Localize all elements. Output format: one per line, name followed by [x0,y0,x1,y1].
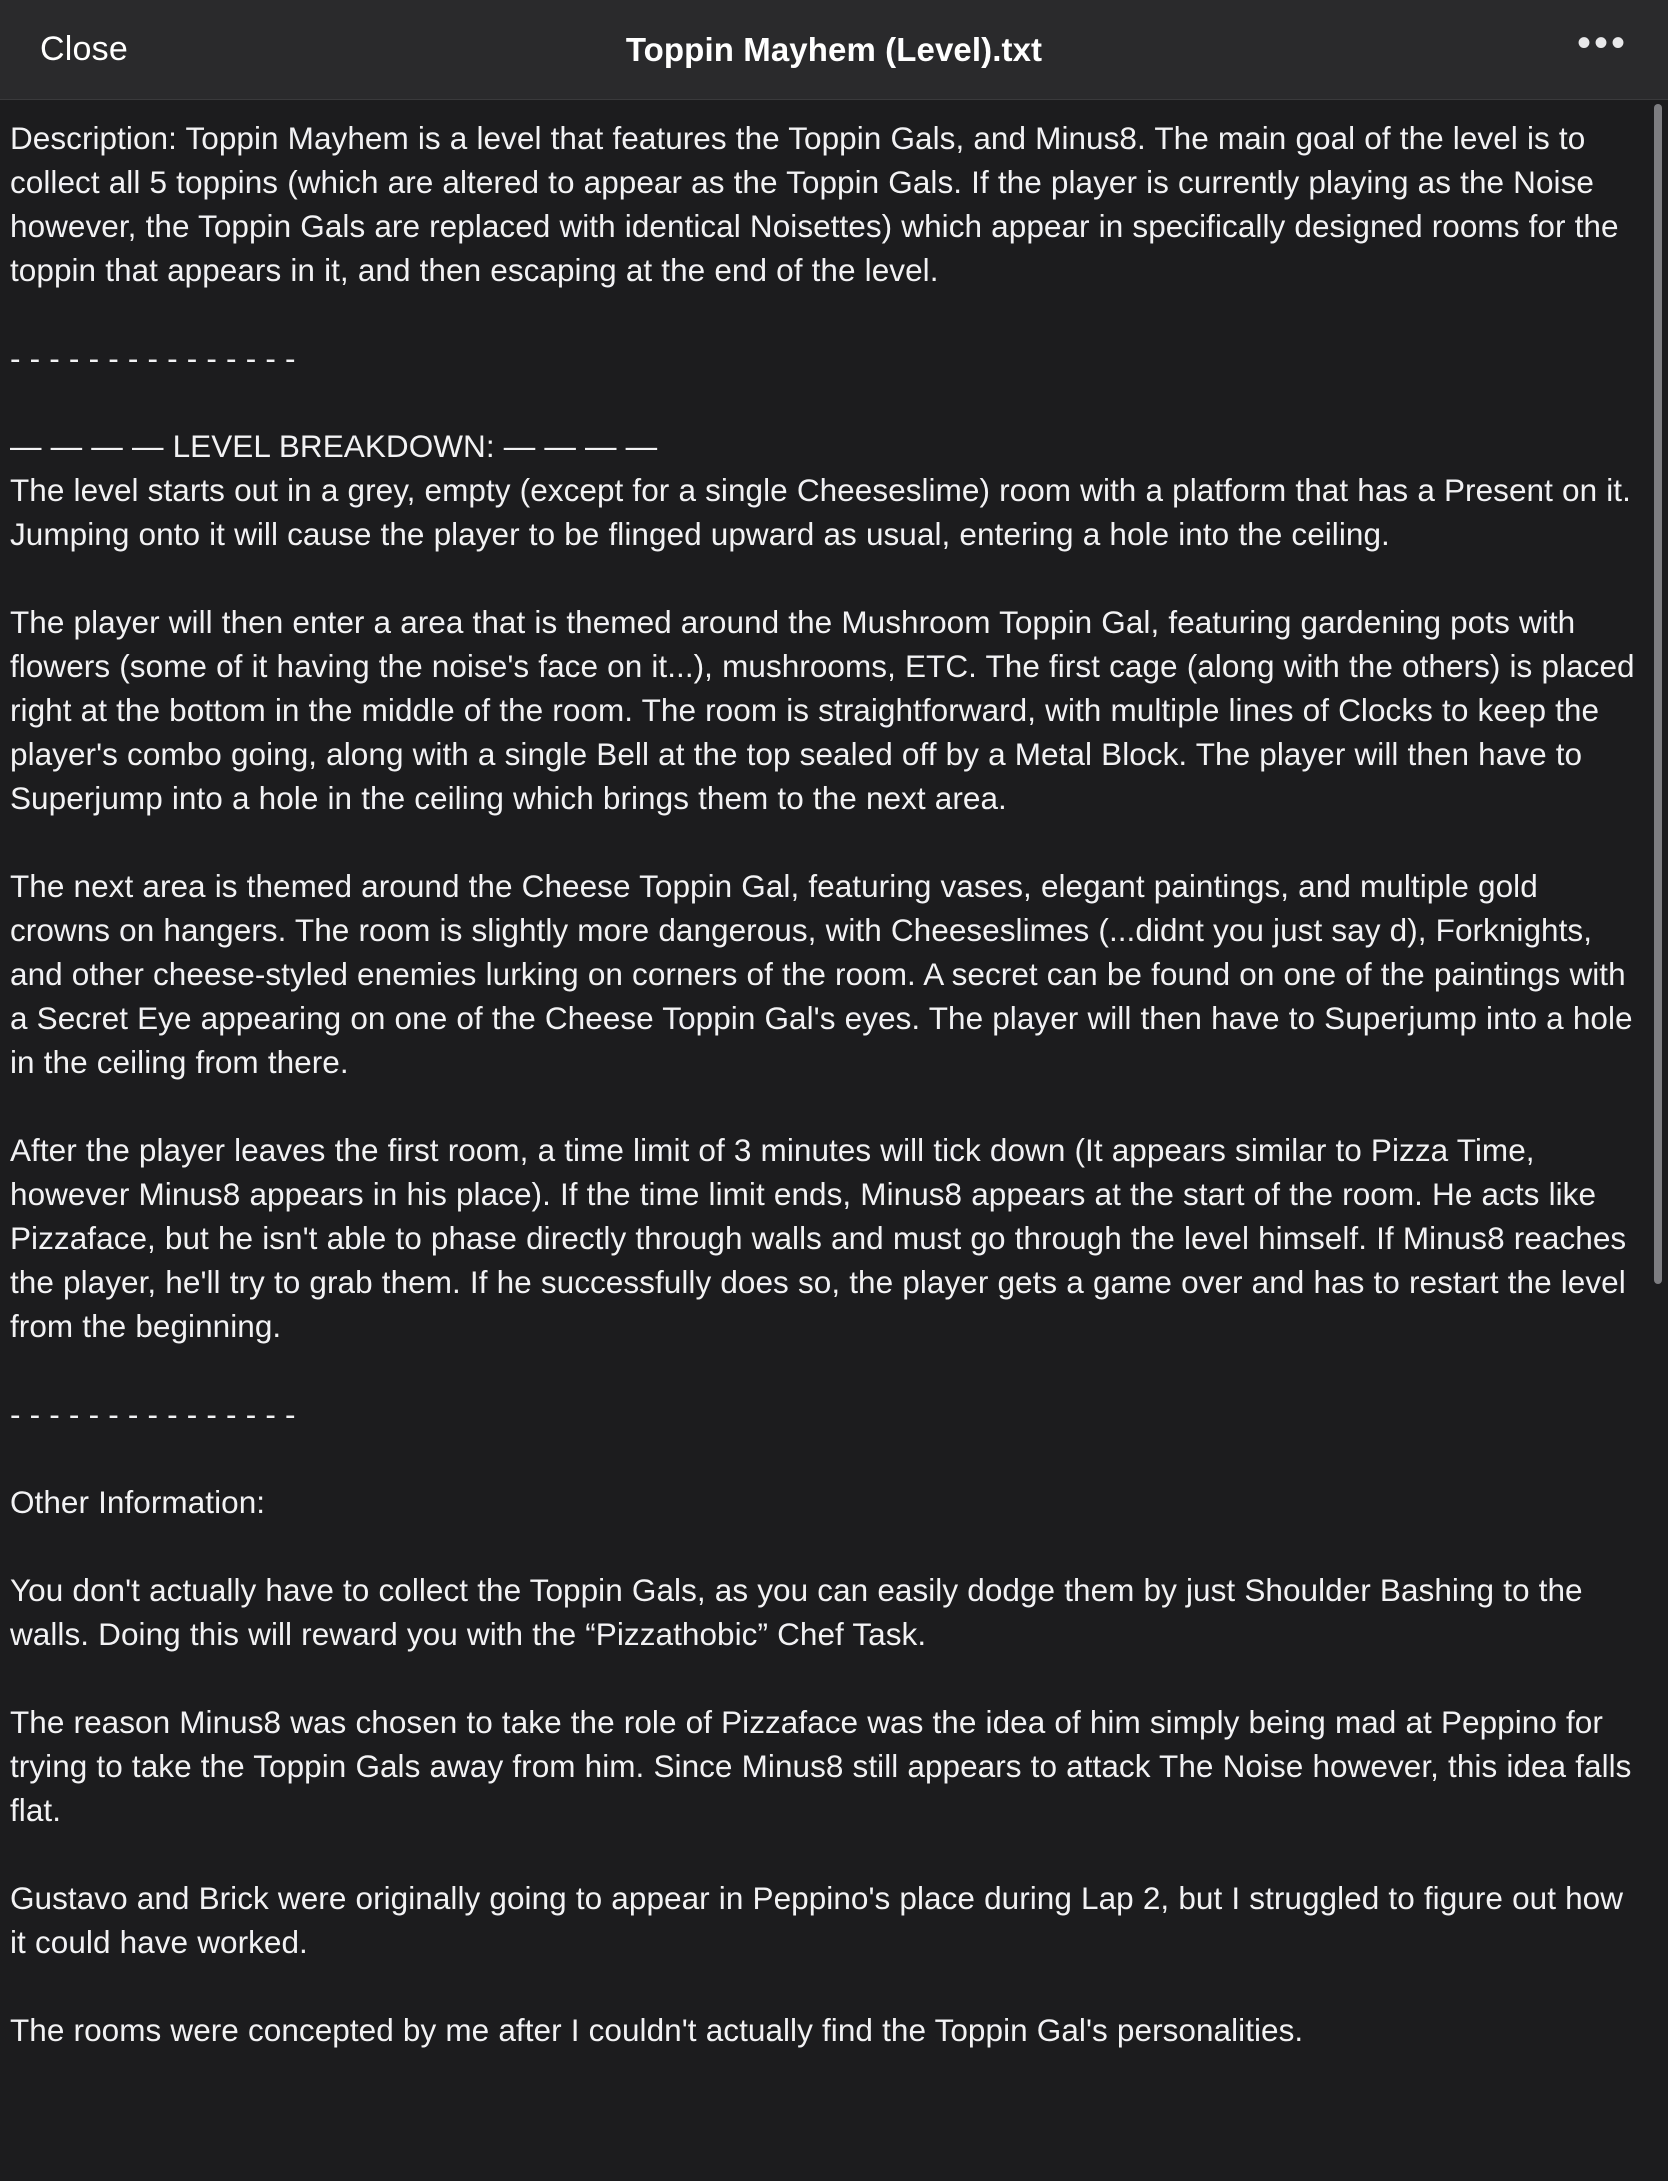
document-paragraph: Gustavo and Brick were originally going to appear in Peppino's place during Lap 2, but I struggled to figure out how it could have worked. [10,1880,1624,1960]
document-paragraph: — — — — LEVEL BREAKDOWN: — — — — [10,428,658,464]
document-paragraph: The next area is themed around the Cheese Toppin Gal, featuring vases, elegant paintings, and multiple gold crowns on hangers. The room is slightly more dangerous, with Cheeseslimes (...didnt you just say d), Forknights, and other cheese-styled enemies lurking on corners of the room. A secret can be found on one of the paintings with a Secret Eye appearing on one of the Cheese Toppin Gal's eyes. The player will then have to Superjump into a hole in the ceiling from there. [10,868,1633,1080]
document-paragraph: The player will then enter a area that is themed around the Mushroom Toppin Gal, featuring gardening pots with flowers (some of it having the noise's face on it...), mushrooms, ETC. The first cage (along with the others) is placed right at the bottom in the middle of the room. The room is straightforward, with multiple lines of Clocks to keep the player's combo going, along with a single Bell at the top sealed off by a Metal Block. The player will then have to Superjump into a hole in the ceiling which brings them to the next area. [10,604,1635,816]
vertical-scrollbar[interactable] [1654,100,1664,2181]
paragraph-spacer [10,1348,1640,1392]
close-button[interactable]: Close [40,30,128,68]
document-text [10,116,1640,2052]
document-paragraph: Other Information: [10,1484,266,1520]
paragraph-spacer [10,1084,1640,1128]
document-paragraph: You don't actually have to collect the Toppin Gals, as you can easily dodge them by just Shoulder Bashing to the walls. Doing this will reward you with the “Pizzathobic” Chef Task. [10,1572,1583,1652]
paragraph-spacer [10,1832,1640,1876]
paragraph-spacer [10,556,1640,600]
document-paragraph: Description: Toppin Mayhem is a level that features the Toppin Gals, and Minus8. The main goal of the level is to collect all 5 toppins (which are altered to appear as the Toppin Gals. If the player is currently playing as the Noise however, the Toppin Gals are replaced with identical Noisettes) which appear in specifically designed rooms for the toppin that appears in it, and then escaping at the end of the level. [10,120,1619,288]
document-paragraph: The level starts out in a grey, empty (except for a single Cheeseslime) room with a platform that has a Present on it. Jumping onto it will cause the player to be flinged upward as usual, entering a hole into the ceiling. [10,472,1631,552]
document-scroll-area[interactable] [0,100,1668,2181]
document-paragraph: After the player leaves the first room, a time limit of 3 minutes will tick down (It appears similar to Pizza Time, however Minus8 appears in his place). If the time limit ends, Minus8 appears at the start of the room. He acts like Pizzaface, but he isn't able to phase directly through walls and must go through the level himself. If Minus8 reaches the player, he'll try to grab them. If he successfully does so, the player gets a game over and has to restart the level from the beginning. [10,1132,1627,1344]
document-paragraph: The rooms were concepted by me after I couldn't actually find the Toppin Gal's personalities. [10,2012,1304,2048]
paragraph-spacer [10,1656,1640,1700]
paragraph-spacer [10,820,1640,864]
paragraph-spacer [10,380,1640,424]
paragraph-spacer [10,292,1640,336]
document-paragraph: - - - - - - - - - - - - - - - [10,340,296,376]
document-paragraph: - - - - - - - - - - - - - - - [10,1396,296,1432]
scrollbar-thumb[interactable] [1654,104,1662,1284]
more-options-icon[interactable]: ••• [1576,20,1628,65]
viewer-toolbar [0,0,1668,100]
paragraph-spacer [10,1524,1640,1568]
document-paragraph: The reason Minus8 was chosen to take the role of Pizzaface was the idea of him simply being mad at Peppino for trying to take the Toppin Gals away from him. Since Minus8 still appears to attack The Noise however, this idea falls flat. [10,1704,1632,1828]
paragraph-spacer [10,1436,1640,1480]
page-title: Toppin Mayhem (Level).txt [625,30,1043,68]
paragraph-spacer [10,1964,1640,2008]
